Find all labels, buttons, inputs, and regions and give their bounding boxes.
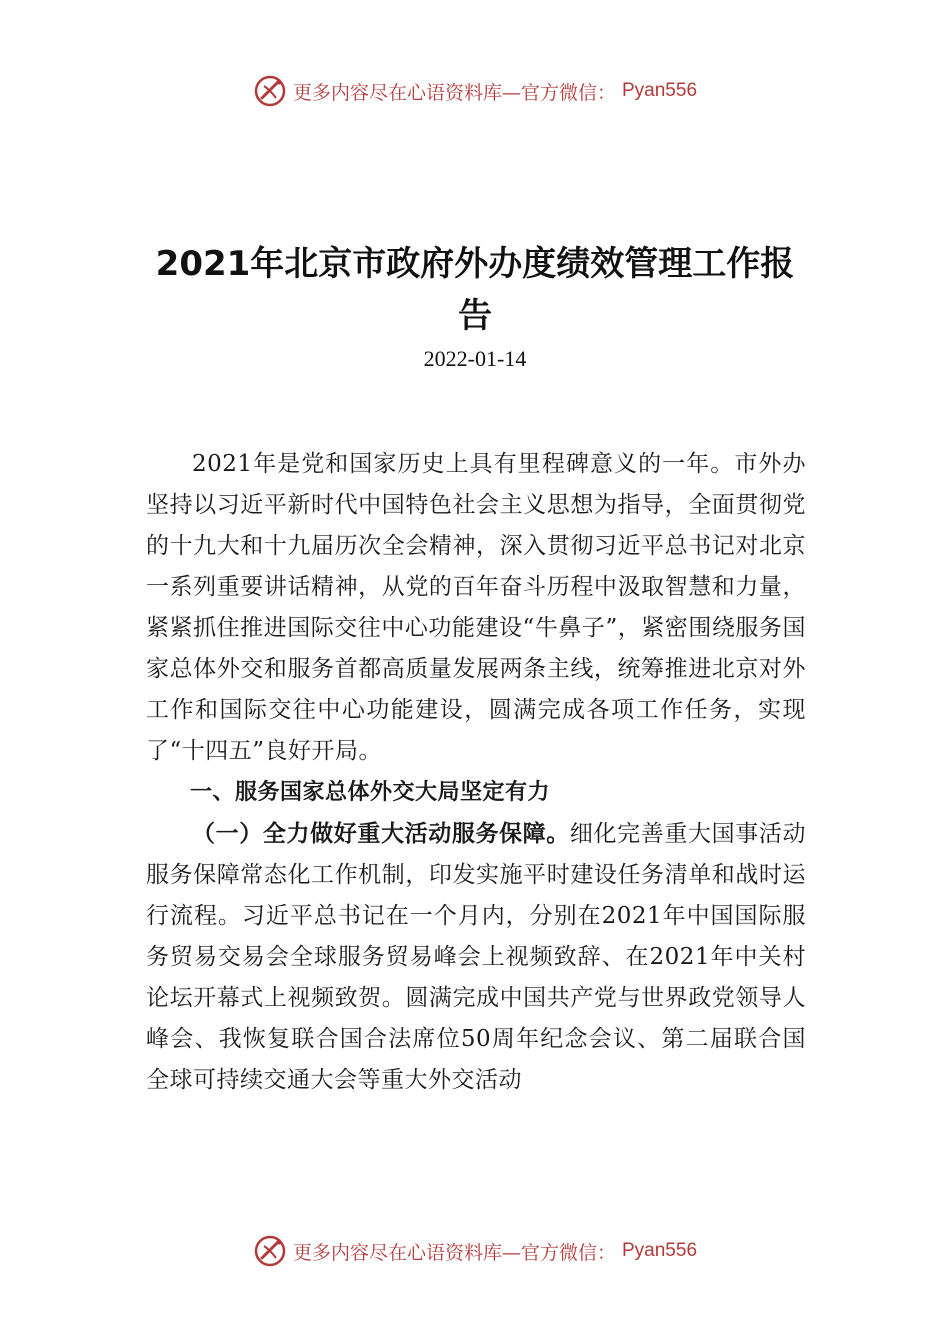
- subsection-text: 细化完善重大国事活动服务保障常态化工作机制，印发实施平时建设任务清单和战时运行流程。习近平总书记在一个月内，分别在2021年中国国际服务贸易交易会全球服务贸易峰会上视频致辞、在2021年中关村论坛开幕式上视频致贺。圆满完成中国共产党与世界政党领导人峰会、我恢复联合国合法席位50周年纪念会议、第二届联合国全球可持续交通大会等重大外交活动: [146, 821, 807, 1093]
- watermark-handle: Pyan556: [622, 1240, 698, 1261]
- document-body: [146, 444, 806, 1101]
- footer-watermark: [0, 1234, 950, 1268]
- header-watermark: [0, 74, 950, 108]
- subsection-paragraph: [146, 813, 806, 1101]
- subsection-lead: （一）全力做好重大活动服务保障。: [192, 820, 570, 847]
- document-title: 2021年北京市政府外办度绩效管理工作报告: [155, 244, 795, 336]
- watermark-handle: Pyan556: [622, 80, 698, 101]
- logo-icon: [253, 74, 287, 108]
- watermark-text: 更多内容尽在心语资料库—官方微信：: [292, 81, 616, 104]
- document-date: 2022-01-14: [423, 346, 527, 371]
- watermark-text: 更多内容尽在心语资料库—官方微信：: [292, 1241, 616, 1264]
- section-heading: 一、服务国家总体外交大局坚定有力: [190, 780, 551, 805]
- logo-icon: [253, 1234, 287, 1268]
- intro-paragraph: 2021年是党和国家历史上具有里程碑意义的一年。市外办坚持以习近平新时代中国特色社会主义思想为指导，全面贯彻党的十九大和十九届历次全会精神，深入贯彻习近平总书记对北京一系列重要讲话精神，从党的百年奋斗历程中汲取智慧和力量，紧紧抓住推进国际交往中心功能建设“牛鼻子”，紧密围绕服务国家总体外交和服务首都高质量发展两条主线，统筹推进北京对外工作和国际交往中心功能建设，圆满完成各项工作任务，实现了“十四五”良好开局。: [146, 451, 806, 764]
